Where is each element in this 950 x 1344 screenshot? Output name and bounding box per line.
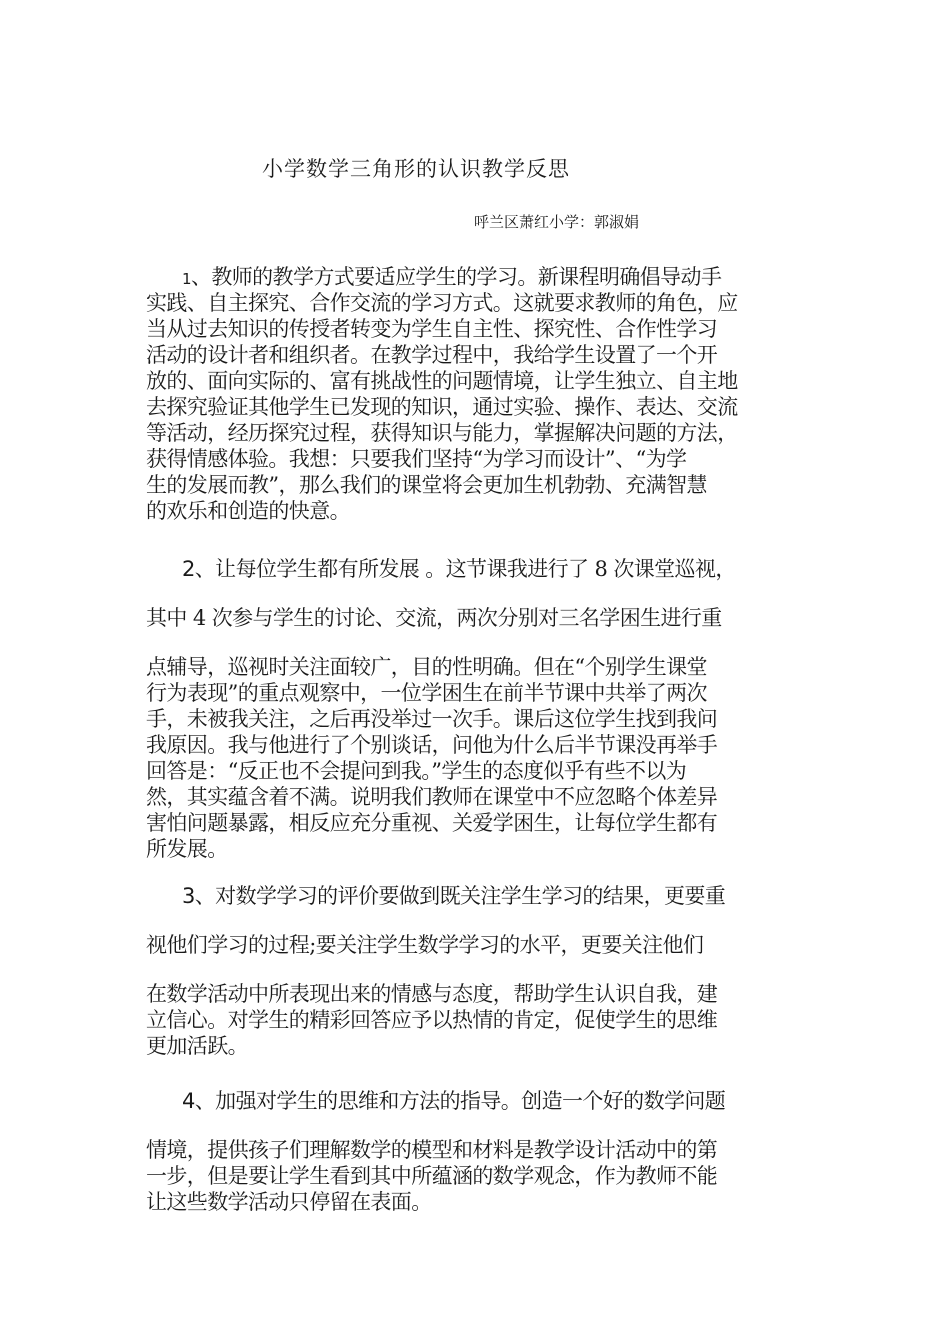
paragraph-number: 4 [182,1089,195,1113]
paragraph-line: 回答是：“反正也不会提问到我。”学生的态度似乎有些不以为 [146,759,687,783]
paragraph-line: 实践、自主探究、合作交流的学习方式。这就要求教师的角色，应 [146,291,738,315]
paragraph-line: 1、教师的教学方式要适应学生的学习。新课程明确倡导动手 [182,265,722,289]
paragraph-line: 更加活跃。 [146,1034,248,1058]
paragraph-line: 让这些数学活动只停留在表面。 [146,1190,432,1214]
paragraph-line: 立信心。对学生的精彩回答应予以热情的肯定，促使学生的思维 [146,1008,718,1032]
paragraph-line: 其中 4 次参与学生的讨论、交流，两次分别对三名学困生进行重 [146,606,722,630]
paragraph-line: 2、让每位学生都有所发展 。这节课我进行了 8 次课堂巡视， [182,557,736,581]
paragraph-line: 3、对数学学习的评价要做到既关注学生学习的结果，更要重 [182,884,726,908]
paragraph-3 [146,883,814,1059]
paragraph-line: 然，其实蕴含着不满。说明我们教师在课堂中不应忽略个体差异 [146,785,718,809]
paragraph-line: 情境，提供孩子们理解数学的模型和材料是教学设计活动中的第 [146,1138,718,1162]
paragraph-line: 行为表现”的重点观察中，一位学困生在前半节课中共举了两次 [146,681,707,705]
paragraph-line: 害怕问题暴露，相反应充分重视、关爱学困生，让每位学生都有 [146,811,718,835]
paragraph-line: 的欢乐和创造的快意。 [146,499,350,523]
paragraph-4 [146,1088,814,1215]
paragraph-line: 视他们学习的过程;要关注学生数学学习的水平，更要关注他们 [146,933,704,957]
document-title: 小学数学三角形的认识教学反思 [262,157,570,181]
paragraph-line: 我原因。我与他进行了个别谈话，问他为什么后半节课没再举手 [146,733,718,757]
paragraph-line: 放的、面向实际的、富有挑战性的问题情境，让学生独立、自主地 [146,369,738,393]
author-line: 呼兰区萧红小学：郭淑娟 [474,213,640,231]
paragraph-line: 生的发展而教”，那么我们的课堂将会更加生机勃勃、充满智慧 [146,473,707,497]
paragraph-1 [146,264,814,524]
paragraph-line: 手，未被我关注，之后再没举过一次手。课后这位学生找到我问 [146,707,718,731]
paragraph-line: 当从过去知识的传授者转变为学生自主性、探究性、合作性学习 [146,317,718,341]
paragraph-line: 所发展。 [146,837,228,861]
paragraph-line: 一步，但是要让学生看到其中所蕴涵的数学观念，作为教师不能 [146,1164,718,1188]
paragraph-line: 4、加强对学生的思维和方法的指导。创造一个好的数学问题 [182,1089,726,1113]
paragraph-number: 1 [182,270,191,288]
paragraph-number: 2 [182,557,195,581]
paragraph-2 [146,556,814,862]
paragraph-line: 去探究验证其他学生已发现的知识，通过实验、操作、表达、交流 [146,395,738,419]
paragraph-line: 活动的设计者和组织者。在教学过程中，我给学生设置了一个开 [146,343,718,367]
paragraph-line: 在数学活动中所表现出来的情感与态度，帮助学生认识自我，建 [146,982,718,1006]
paragraph-line: 获得情感体验。我想：只要我们坚持“为学习而设计”、“为学 [146,447,687,471]
paragraph-number: 3 [182,884,195,908]
paragraph-line: 点辅导，巡视时关注面较广，目的性明确。但在“个别学生课堂 [146,655,707,679]
paragraph-line: 等活动，经历探究过程，获得知识与能力，掌握解决问题的方法， [146,421,738,445]
